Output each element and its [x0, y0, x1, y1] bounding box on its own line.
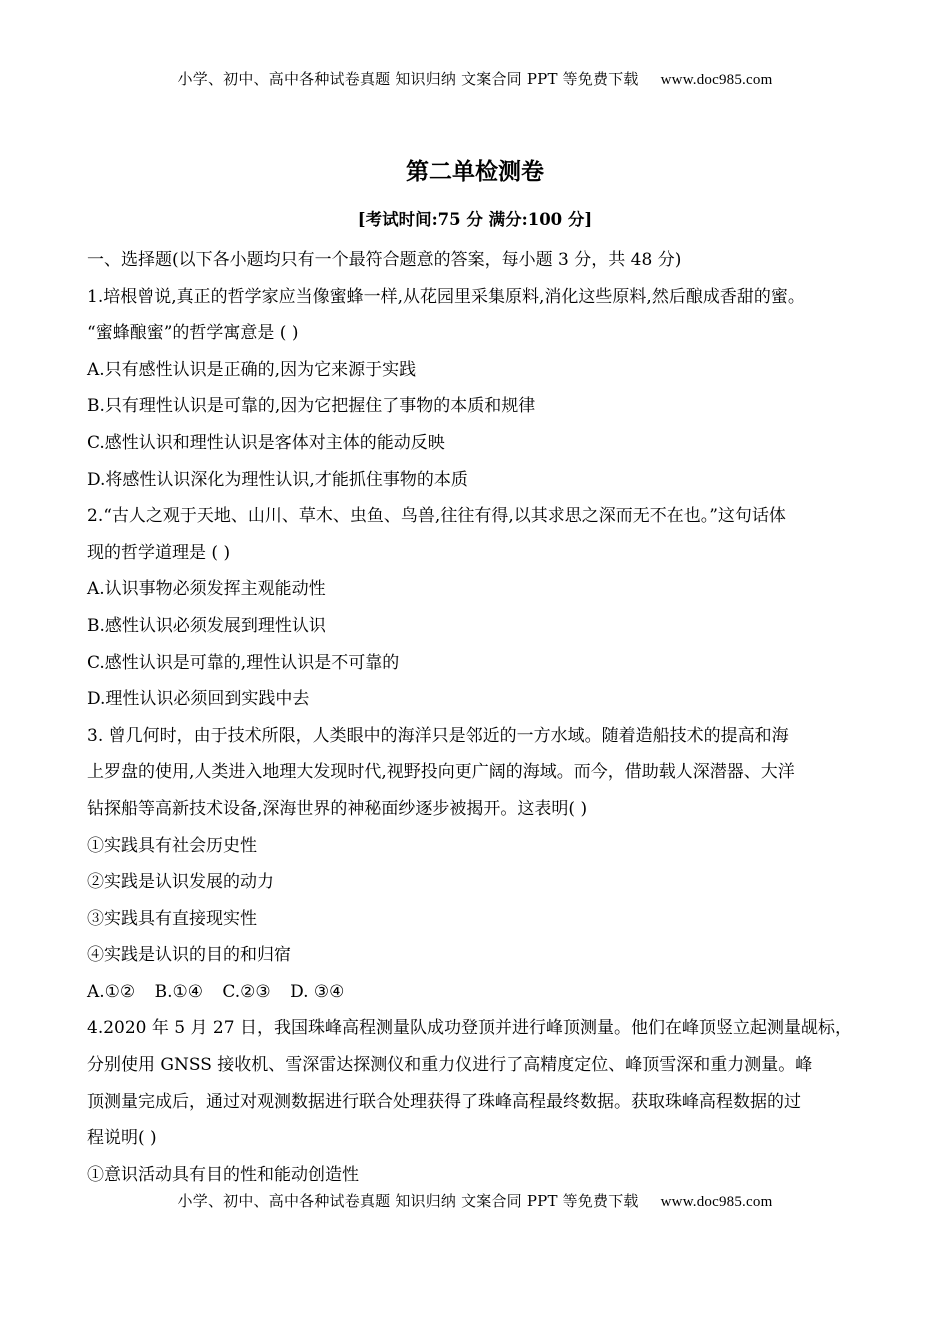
q3-option-b: B.①④	[154, 981, 203, 1002]
q3-option-c: C.②③	[222, 981, 271, 1002]
exam-content	[87, 242, 907, 1193]
q3-option-d: D. ③④	[290, 981, 345, 1002]
q3-statement-1: ①实践具有社会历史性	[87, 835, 257, 856]
q3-statement-3: ③实践具有直接现实性	[87, 908, 257, 929]
q2-option-b: B.感性认识必须发展到理性认识	[87, 615, 326, 636]
page-header	[0, 68, 950, 89]
q1-stem-line-1: 1.培根曾说,真正的哲学家应当像蜜蜂一样,从花园里采集原料,消化这些原料,然后酿成香甜的蜜。	[87, 286, 805, 307]
q3-stem-line-1: 3. 曾几何时，由于技术所限，人类眼中的海洋只是邻近的一方水域。随着造船技术的提高和海	[87, 725, 789, 746]
q1-option-b: B.只有理性认识是可靠的,因为它把握住了事物的本质和规律	[87, 396, 536, 417]
q4-stem-line-3: 顶测量完成后，通过对观测数据进行联合处理获得了珠峰高程最终数据。获取珠峰高程数据的过	[87, 1091, 801, 1112]
q3-stem-line-2: 上罗盘的使用,人类进入地理大发现时代,视野投向更广阔的海域。而今，借助载人深潜器、大洋	[87, 762, 795, 783]
section-heading: 一、选择题(以下各小题均只有一个最符合题意的答案，每小题 3 分，共 48 分)	[87, 250, 682, 270]
page-title: 第二单检测卷	[406, 159, 544, 185]
page-footer	[0, 1190, 950, 1211]
header-url[interactable]: www.doc985.com	[660, 72, 773, 88]
q4-stem-line-2: 分别使用 GNSS 接收机、雪深雷达探测仪和重力仪进行了高精度定位、峰顶雪深和重力测量。峰	[87, 1055, 813, 1076]
footer-url[interactable]: www.doc985.com	[660, 1194, 773, 1210]
q3-options	[87, 974, 907, 1011]
q3-stem-line-3: 钻探船等高新技术设备,深海世界的神秘面纱逐步被揭开。这表明( )	[87, 798, 588, 819]
q3-statement-2: ②实践是认识发展的动力	[87, 872, 274, 893]
q2-option-a: A.认识事物必须发挥主观能动性	[87, 579, 326, 600]
q3-option-a: A.①②	[87, 981, 136, 1002]
q2-option-c: C.感性认识是可靠的,理性认识是不可靠的	[87, 652, 400, 673]
exam-info: [考试时间:75 分 满分:100 分]	[357, 210, 593, 229]
q2-stem-line-1: 2.“古人之观于天地、山川、草木、虫鱼、鸟兽,往往有得,以其求思之深而无不在也。”这句话体	[87, 506, 786, 527]
footer-text: 小学、初中、高中各种试卷真题 知识归纳 文案合同 PPT 等免费下载	[177, 1192, 639, 1210]
q4-statement-1: ①意识活动具有目的性和能动创造性	[87, 1164, 359, 1185]
q2-stem-line-2: 现的哲学道理是 ( )	[87, 542, 231, 563]
q2-option-d: D.理性认识必须回到实践中去	[87, 689, 310, 710]
q1-option-a: A.只有感性认识是正确的,因为它来源于实践	[87, 359, 417, 380]
q1-stem-line-2: “蜜蜂酿蜜”的哲学寓意是 ( )	[87, 323, 299, 344]
q4-stem-line-1: 4.2020 年 5 月 27 日，我国珠峰高程测量队成功登顶并进行峰顶测量。他们在峰顶竖立起测量觇标，	[87, 1018, 852, 1039]
q3-statement-4: ④实践是认识的目的和归宿	[87, 945, 291, 966]
q1-option-c: C.感性认识和理性认识是客体对主体的能动反映	[87, 432, 445, 453]
q1-option-d: D.将感性认识深化为理性认识,才能抓住事物的本质	[87, 469, 468, 490]
q4-stem-line-4: 程说明( )	[87, 1128, 157, 1149]
header-text: 小学、初中、高中各种试卷真题 知识归纳 文案合同 PPT 等免费下载	[177, 70, 639, 88]
